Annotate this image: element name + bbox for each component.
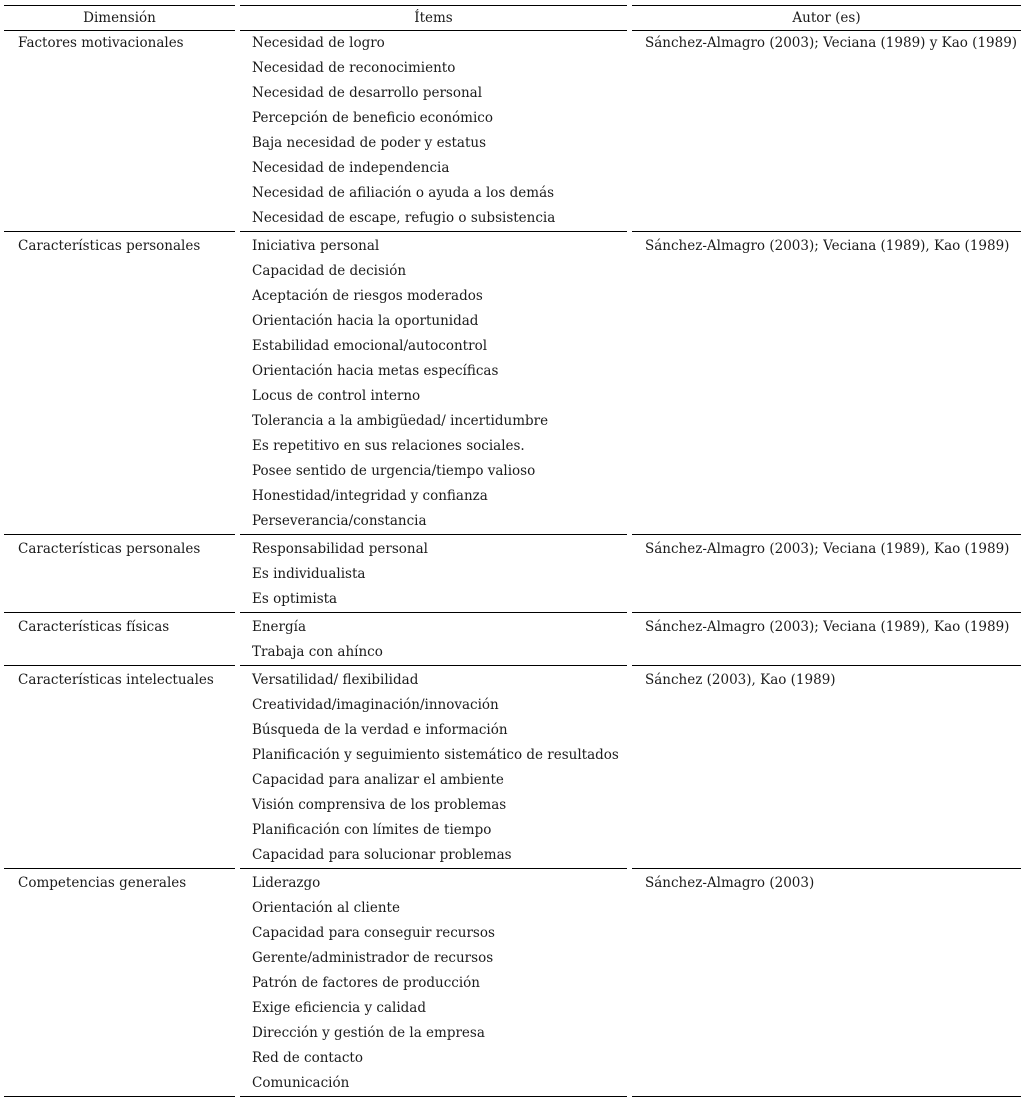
list-item: Comunicación bbox=[252, 1075, 350, 1091]
author-cell: Sánchez-Almagro (2003) bbox=[645, 875, 815, 891]
list-item: Aceptación de riesgos moderados bbox=[252, 288, 483, 304]
header-author: Autor (es) bbox=[632, 5, 1021, 31]
table-row-group bbox=[0, 535, 1027, 613]
header-items: Ítems bbox=[240, 5, 627, 31]
list-item: Patrón de factores de producción bbox=[252, 975, 481, 991]
table-body bbox=[0, 29, 1027, 1097]
author-cell: Sánchez-Almagro (2003); Veciana (1989), Kao (1989) bbox=[645, 619, 1010, 635]
list-item: Es repetitivo en sus relaciones sociales. bbox=[252, 438, 525, 454]
list-item: Responsabilidad personal bbox=[252, 541, 428, 557]
table-row-group bbox=[0, 613, 1027, 666]
table-header bbox=[0, 0, 1027, 29]
dimension-cell: Características personales bbox=[18, 238, 201, 254]
list-item: Capacidad para conseguir recursos bbox=[252, 925, 495, 941]
list-item: Red de contacto bbox=[252, 1050, 363, 1066]
list-item: Orientación al cliente bbox=[252, 900, 400, 916]
dimension-cell: Características intelectuales bbox=[18, 672, 214, 688]
list-item: Capacidad para solucionar problemas bbox=[252, 847, 512, 863]
list-item: Energía bbox=[252, 619, 306, 635]
dimension-cell: Características personales bbox=[18, 541, 201, 557]
table-row-group bbox=[0, 232, 1027, 535]
list-item: Planificación con límites de tiempo bbox=[252, 822, 492, 838]
list-item: Necesidad de escape, refugio o subsistencia bbox=[252, 210, 556, 226]
list-item: Necesidad de logro bbox=[252, 35, 385, 51]
dimension-cell: Características físicas bbox=[18, 619, 170, 635]
list-item: Versatilidad/ flexibilidad bbox=[252, 672, 419, 688]
header-dimension: Dimensión bbox=[4, 5, 235, 31]
items-cell bbox=[252, 232, 1027, 535]
items-cell bbox=[252, 869, 1027, 1097]
list-item: Búsqueda de la verdad e información bbox=[252, 722, 508, 738]
author-cell: Sánchez-Almagro (2003); Veciana (1989) y Kao (1989) bbox=[645, 35, 1018, 51]
list-item: Dirección y gestión de la empresa bbox=[252, 1025, 485, 1041]
list-item: Capacidad para analizar el ambiente bbox=[252, 772, 504, 788]
list-item: Locus de control interno bbox=[252, 388, 421, 404]
list-item: Es individualista bbox=[252, 566, 366, 582]
author-cell: Sánchez-Almagro (2003); Veciana (1989), Kao (1989) bbox=[645, 238, 1010, 254]
list-item: Capacidad de decisión bbox=[252, 263, 407, 279]
items-cell bbox=[252, 535, 1027, 613]
list-item: Percepción de beneficio económico bbox=[252, 110, 493, 126]
author-cell: Sánchez-Almagro (2003); Veciana (1989), Kao (1989) bbox=[645, 541, 1010, 557]
list-item: Baja necesidad de poder y estatus bbox=[252, 135, 487, 151]
table-row-group bbox=[0, 869, 1027, 1097]
table-row-group bbox=[0, 29, 1027, 232]
list-item: Exige eficiencia y calidad bbox=[252, 1000, 426, 1016]
items-cell bbox=[252, 666, 1027, 869]
list-item: Estabilidad emocional/autocontrol bbox=[252, 338, 488, 354]
list-item: Liderazgo bbox=[252, 875, 321, 891]
items-cell bbox=[252, 613, 1027, 666]
author-cell: Sánchez (2003), Kao (1989) bbox=[645, 672, 836, 688]
table-row-group bbox=[0, 666, 1027, 869]
list-item: Iniciativa personal bbox=[252, 238, 380, 254]
dimension-cell: Competencias generales bbox=[18, 875, 187, 891]
list-item: Necesidad de desarrollo personal bbox=[252, 85, 483, 101]
items-cell bbox=[252, 29, 1027, 232]
list-item: Orientación hacia metas específicas bbox=[252, 363, 499, 379]
list-item: Gerente/administrador de recursos bbox=[252, 950, 494, 966]
list-item: Posee sentido de urgencia/tiempo valioso bbox=[252, 463, 536, 479]
list-item: Visión comprensiva de los problemas bbox=[252, 797, 507, 813]
list-item: Trabaja con ahínco bbox=[252, 644, 383, 660]
list-item: Creatividad/imaginación/innovación bbox=[252, 697, 499, 713]
list-item: Honestidad/integridad y confianza bbox=[252, 488, 488, 504]
list-item: Necesidad de reconocimiento bbox=[252, 60, 456, 76]
list-item: Necesidad de afiliación o ayuda a los demás bbox=[252, 185, 555, 201]
list-item: Perseverancia/constancia bbox=[252, 513, 427, 529]
list-item: Planificación y seguimiento sistemático de resultados bbox=[252, 747, 619, 763]
dimension-cell: Factores motivacionales bbox=[18, 35, 184, 51]
list-item: Necesidad de independencia bbox=[252, 160, 450, 176]
list-item: Orientación hacia la oportunidad bbox=[252, 313, 479, 329]
list-item: Es optimista bbox=[252, 591, 338, 607]
list-item: Tolerancia a la ambigüedad/ incertidumbre bbox=[252, 413, 549, 429]
